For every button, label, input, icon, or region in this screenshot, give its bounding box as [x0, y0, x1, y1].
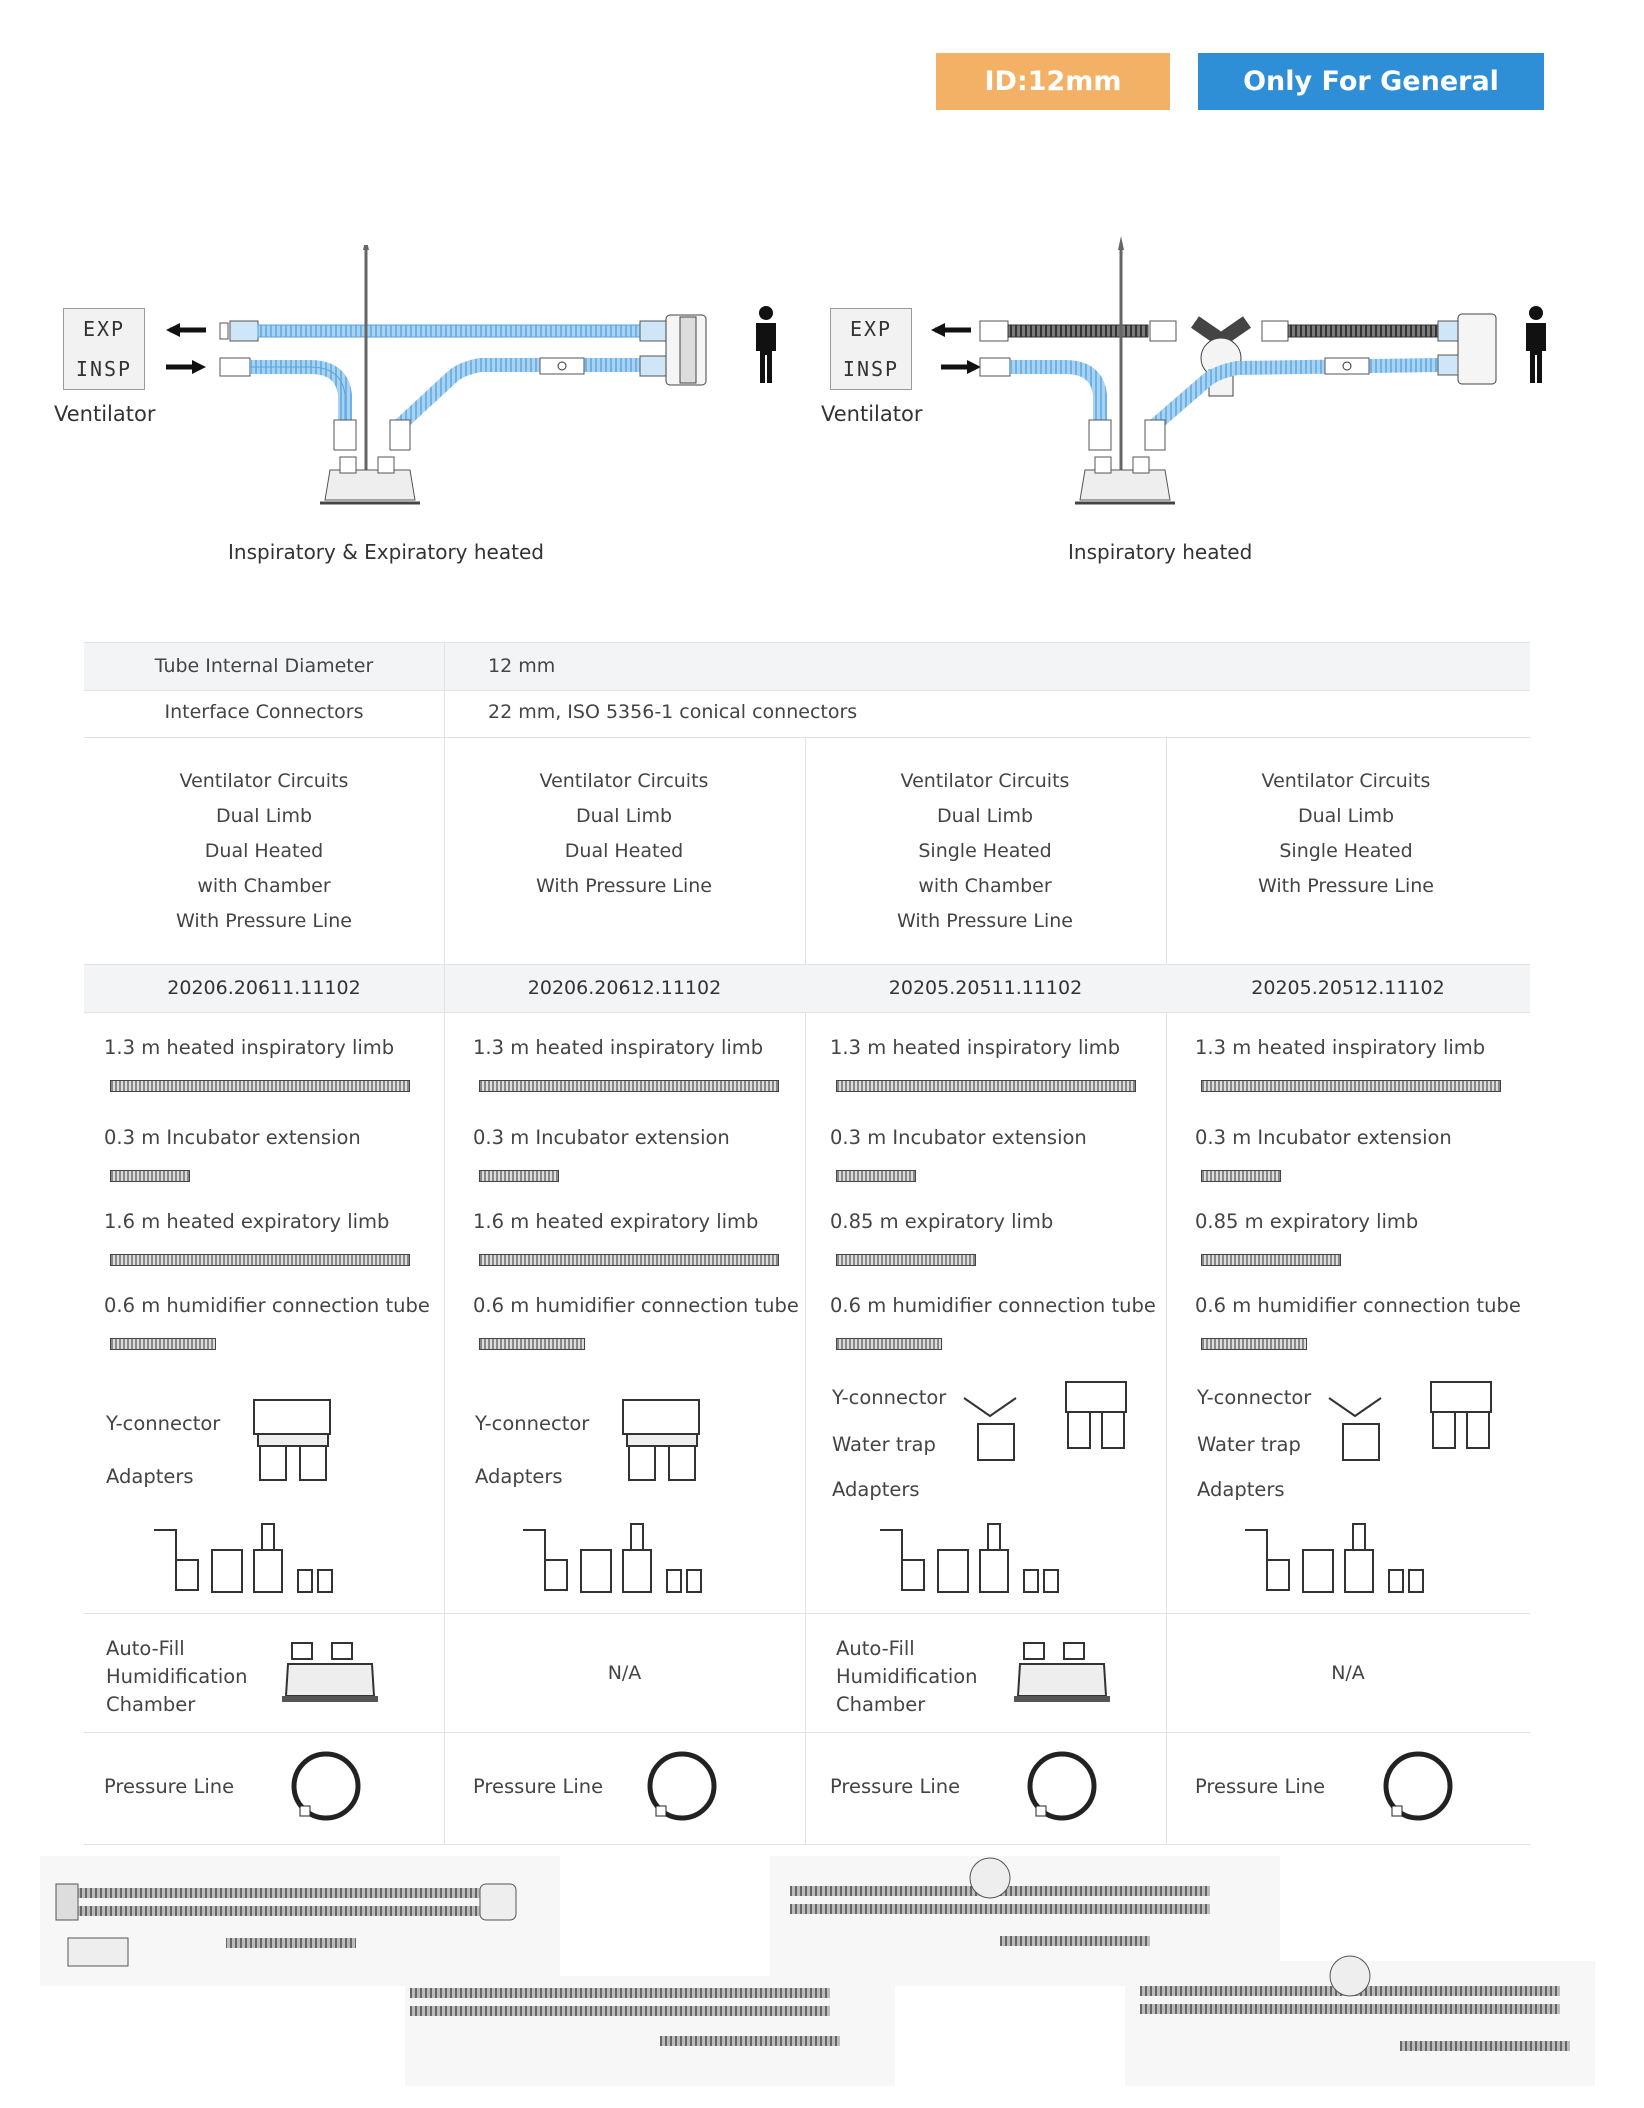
tube-icon: [1201, 1080, 1501, 1092]
chamber-label: Auto-Fill Humidification Chamber: [106, 1637, 248, 1716]
adapters-icon: [521, 1520, 751, 1600]
product-description: Ventilator Circuits Dual Limb Dual Heated With Pressure Line: [536, 770, 712, 897]
adapters-icon: [152, 1520, 382, 1600]
chamber-label: Auto-Fill Humidification Chamber: [836, 1637, 978, 1716]
pressure-line-icon: [1024, 1748, 1100, 1824]
adapters-label: Adapters: [1197, 1478, 1285, 1501]
exp-port-label: EXP: [82, 317, 126, 341]
tube-icon: [836, 1338, 942, 1350]
product-description: Ventilator Circuits Dual Limb Single Heated With Pressure Line: [1258, 770, 1434, 897]
pressure-line-label: Pressure Line: [104, 1775, 235, 1798]
pressure-line-icon: [1380, 1748, 1456, 1824]
product-code: 20206.20611.11102: [167, 977, 361, 999]
tube-icon: [836, 1080, 1136, 1092]
chamber-na: N/A: [1331, 1662, 1365, 1684]
tube-icon: [1201, 1338, 1307, 1350]
part-label: 1.3 m heated inspiratory limb: [473, 1036, 764, 1059]
part-label: 0.3 m Incubator extension: [830, 1126, 1087, 1149]
y-connector-label: Y-connector: [106, 1412, 221, 1435]
tube-icon: [836, 1170, 916, 1182]
product-code: 20205.20512.11102: [1251, 977, 1445, 999]
part-label: 0.6 m humidifier connection tube: [104, 1294, 430, 1317]
tube-icon: [110, 1254, 410, 1266]
part-label: 0.6 m humidifier connection tube: [1195, 1294, 1521, 1317]
spec-value: 22 mm, ISO 5356-1 conical connectors: [488, 701, 858, 723]
pressure-line-label: Pressure Line: [1195, 1775, 1326, 1798]
product-code: 20206.20612.11102: [527, 977, 722, 999]
part-label: 0.3 m Incubator extension: [104, 1126, 361, 1149]
water-trap-label: Water trap: [832, 1433, 936, 1456]
pressure-line-label: Pressure Line: [473, 1775, 604, 1798]
adapters-label: Adapters: [475, 1465, 563, 1488]
tube-icon: [836, 1254, 976, 1266]
part-label: 0.85 m expiratory limb: [830, 1210, 1054, 1233]
pressure-line-label: Pressure Line: [830, 1775, 961, 1798]
product-description: Ventilator Circuits Dual Limb Dual Heated with Chamber With Pressure Line: [176, 770, 352, 932]
ventilator-box: [63, 308, 145, 390]
tube-icon: [110, 1338, 216, 1350]
patient-icon: [752, 305, 780, 383]
adapters-label: Adapters: [106, 1465, 194, 1488]
tube-icon: [479, 1338, 585, 1350]
tube-icon: [1201, 1254, 1341, 1266]
pressure-line-icon: [288, 1748, 364, 1824]
product-kit-illustrations: [40, 1856, 1604, 2096]
part-label: 1.3 m heated inspiratory limb: [1195, 1036, 1486, 1059]
tube-icon: [1201, 1170, 1281, 1182]
part-label: 0.85 m expiratory limb: [1195, 1210, 1419, 1233]
spec-label: Tube Internal Diameter: [154, 655, 374, 677]
part-label: 1.3 m heated inspiratory limb: [830, 1036, 1121, 1059]
patient-icon: [1522, 305, 1550, 383]
part-label: 1.6 m heated expiratory limb: [473, 1210, 759, 1233]
tube-icon: [110, 1080, 410, 1092]
water-trap-label: Water trap: [1197, 1433, 1301, 1456]
exp-port-label: EXP: [849, 317, 893, 341]
tube-icon: [479, 1254, 779, 1266]
y-connector-icon: [244, 1396, 474, 1486]
tube-icon: [479, 1170, 559, 1182]
chamber-icon: [278, 1640, 382, 1706]
part-label: 0.6 m humidifier connection tube: [473, 1294, 799, 1317]
pressure-line-icon: [644, 1748, 720, 1824]
y-connector-icon: [960, 1376, 1190, 1466]
part-label: 0.3 m Incubator extension: [473, 1126, 730, 1149]
y-connector-label: Y-connector: [1197, 1386, 1312, 1409]
part-label: 0.3 m Incubator extension: [1195, 1126, 1452, 1149]
chamber-na: N/A: [607, 1662, 642, 1684]
y-connector-label: Y-connector: [832, 1386, 947, 1409]
spec-label: Interface Connectors: [164, 701, 364, 723]
part-label: 1.6 m heated expiratory limb: [104, 1210, 390, 1233]
insp-port-label: INSP: [842, 357, 900, 381]
adapters-icon: [878, 1520, 1108, 1600]
general-badge: Only For General: [1198, 53, 1544, 110]
ventilator-box: [830, 308, 912, 390]
diagram-caption: Inspiratory heated: [1068, 540, 1253, 564]
y-connector-icon: [1325, 1376, 1555, 1466]
tube-icon: [479, 1080, 779, 1092]
part-label: 0.6 m humidifier connection tube: [830, 1294, 1156, 1317]
tube-icon: [110, 1170, 190, 1182]
adapters-icon: [1243, 1520, 1473, 1600]
adapters-label: Adapters: [832, 1478, 920, 1501]
chamber-icon: [1010, 1640, 1114, 1706]
id-badge: ID:12mm: [936, 53, 1170, 110]
y-connector-label: Y-connector: [475, 1412, 590, 1435]
diagram-caption: Inspiratory & Expiratory heated: [228, 540, 544, 564]
part-label: 1.3 m heated inspiratory limb: [104, 1036, 395, 1059]
insp-port-label: INSP: [75, 357, 133, 381]
ventilator-label: Ventilator: [54, 402, 156, 426]
product-description: Ventilator Circuits Dual Limb Single Heated with Chamber With Pressure Line: [897, 770, 1073, 932]
y-connector-icon: [613, 1396, 843, 1486]
circuit-drawing: [160, 245, 800, 515]
circuit-drawing: [925, 230, 1545, 520]
product-code: 20205.20511.11102: [888, 977, 1083, 999]
spec-value: 12 mm: [488, 655, 556, 677]
ventilator-label: Ventilator: [821, 402, 923, 426]
